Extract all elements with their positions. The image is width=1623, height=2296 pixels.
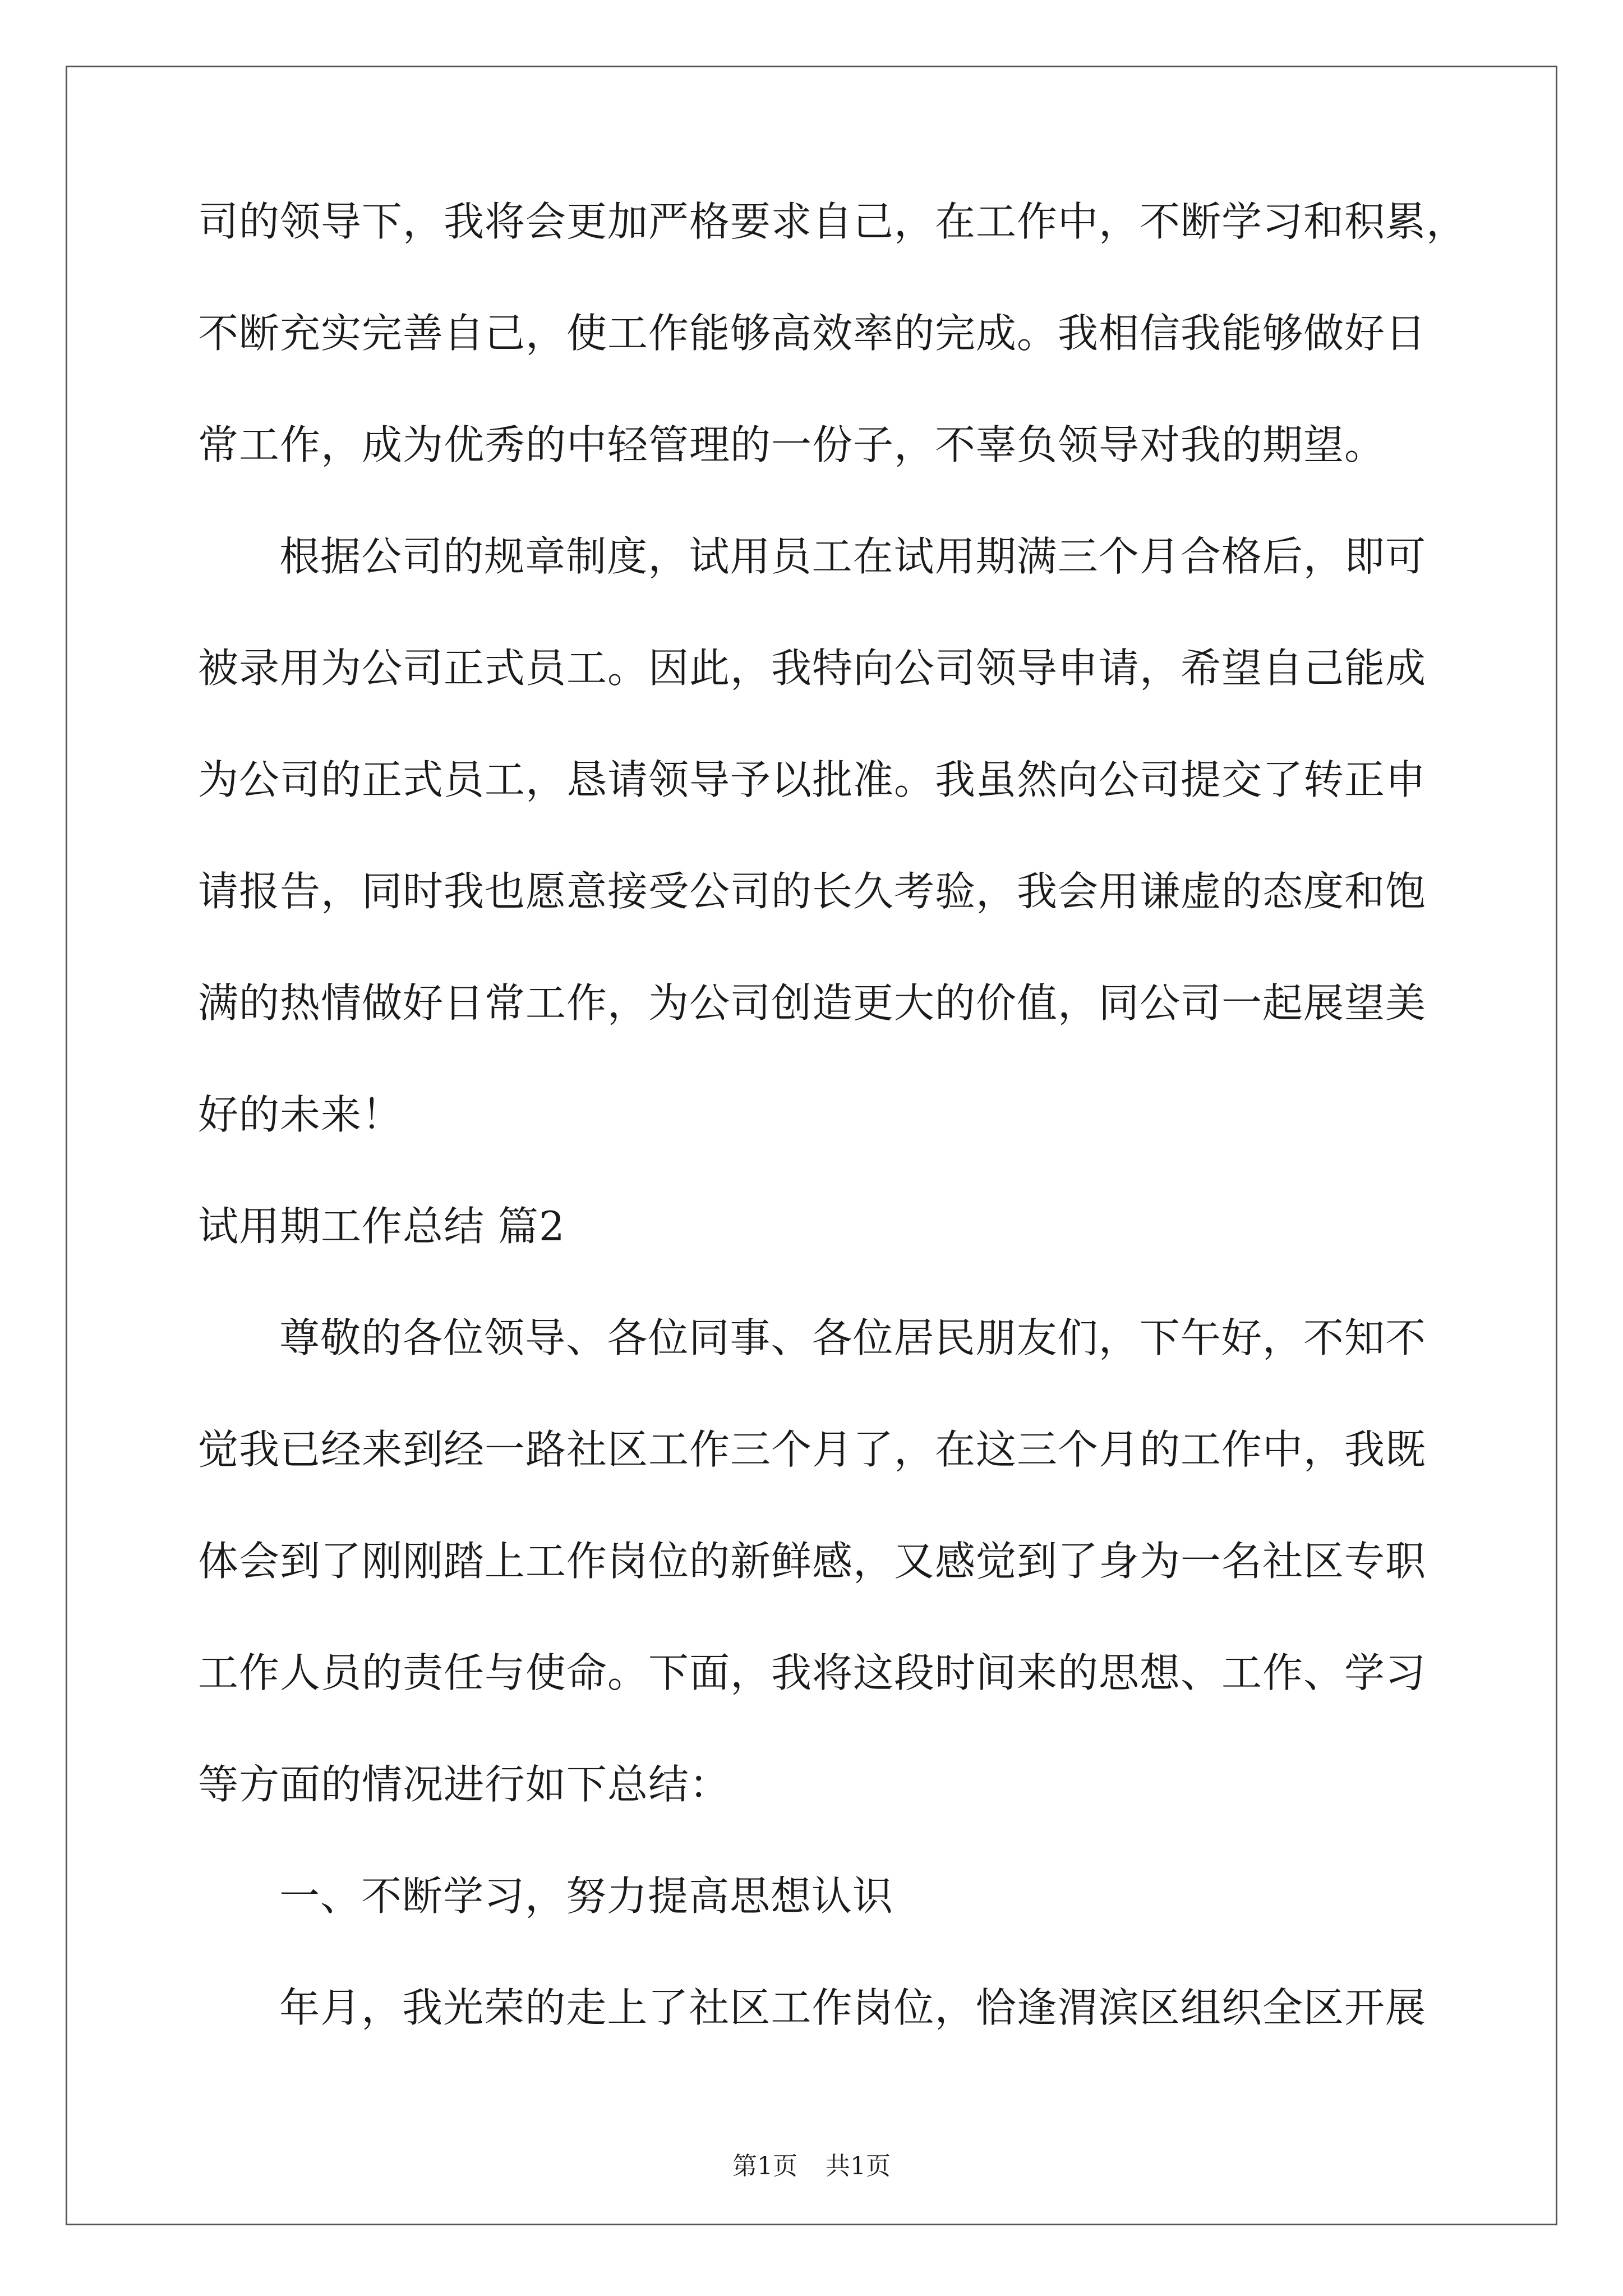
paragraph-line: 满的热情做好日常工作，为公司创造更大的价值，同公司一起展望美 xyxy=(198,979,1427,1027)
paragraph-line: 被录用为公司正式员工。因此，我特向公司领导申请，希望自己能成 xyxy=(198,645,1427,692)
page-number-total: 共1页 xyxy=(826,2152,891,2180)
paragraph-line: 体会到了刚刚踏上工作岗位的新鲜感，又感觉到了身为一名社区专职 xyxy=(198,1538,1427,1585)
paragraph-line: 工作人员的责任与使命。下面，我将这段时间来的思想、工作、学习 xyxy=(198,1649,1427,1696)
document-body xyxy=(198,194,1468,2091)
page-footer xyxy=(0,2150,1623,2183)
paragraph-line: 不断充实完善自己，使工作能够高效率的完成。我相信我能够做好日 xyxy=(198,310,1427,357)
section-heading: 试用期工作总结 篇2 xyxy=(198,1203,565,1250)
paragraph-line: 年月，我光荣的走上了社区工作岗位，恰逢渭滨区组织全区开展 xyxy=(279,1984,1426,2031)
subsection-heading: 一、不断学习，努力提高思想认识 xyxy=(279,1872,894,1920)
paragraph-line: 请报告，同时我也愿意接受公司的长久考验，我会用谦虚的态度和饱 xyxy=(198,868,1427,915)
paragraph-line: 好的未来！ xyxy=(198,1091,403,1138)
paragraph-line: 尊敬的各位领导、各位同事、各位居民朋友们，下午好，不知不 xyxy=(279,1314,1426,1361)
paragraph-line: 觉我已经来到经一路社区工作三个月了，在这三个月的工作中，我既 xyxy=(198,1426,1427,1473)
paragraph-line: 司的领导下，我将会更加严格要求自己，在工作中，不断学习和积累， xyxy=(198,198,1468,245)
paragraph-line: 根据公司的规章制度，试用员工在试用期满三个月合格后，即可 xyxy=(279,533,1426,580)
paragraph-line: 为公司的正式员工，恳请领导予以批准。我虽然向公司提交了转正申 xyxy=(198,756,1427,803)
paragraph-line: 等方面的情况进行如下总结： xyxy=(198,1761,731,1808)
page-number-current: 第1页 xyxy=(732,2152,797,2180)
paragraph-line: 常工作，成为优秀的中轻管理的一份子，不辜负领导对我的期望。 xyxy=(198,421,1386,468)
